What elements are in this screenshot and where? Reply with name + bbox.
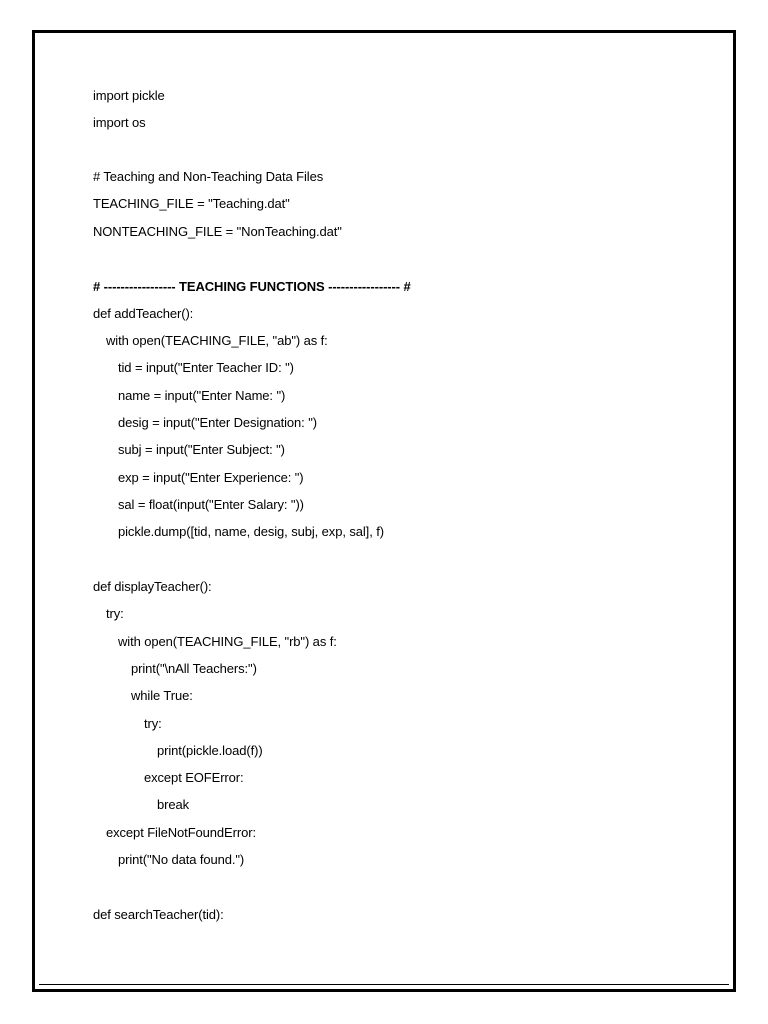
code-line-8-section-header: # ----------------- TEACHING FUNCTIONS ----------------- #	[93, 279, 411, 294]
code-line-16: sal = float(input("Enter Salary: "))	[118, 497, 304, 512]
code-line-29: print("No data found.")	[118, 852, 245, 867]
code-line-26: except EOFError:	[144, 770, 244, 785]
code-line-31: def searchTeacher(tid):	[93, 907, 224, 922]
code-line-5: TEACHING_FILE = "Teaching.dat"	[93, 196, 290, 211]
code-line-6: NONTEACHING_FILE = "NonTeaching.dat"	[93, 224, 342, 239]
code-line-27: break	[157, 797, 190, 812]
code-line-1: import pickle	[93, 88, 165, 103]
code-line-9: def addTeacher():	[93, 306, 194, 321]
code-line-2: import os	[93, 115, 146, 130]
code-line-14: subj = input("Enter Subject: ")	[118, 442, 285, 457]
code-line-12: name = input("Enter Name: ")	[118, 388, 286, 403]
code-line-10: with open(TEACHING_FILE, "ab") as f:	[106, 333, 328, 348]
code-line-11: tid = input("Enter Teacher ID: ")	[118, 360, 294, 375]
code-line-17: pickle.dump([tid, name, desig, subj, exp, sal], f)	[118, 524, 384, 539]
code-line-15: exp = input("Enter Experience: ")	[118, 470, 304, 485]
code-line-23: while True:	[131, 688, 193, 703]
code-line-25: print(pickle.load(f))	[157, 743, 263, 758]
code-line-20: try:	[106, 606, 124, 621]
code-line-24: try:	[144, 716, 162, 731]
code-line-19: def displayTeacher():	[93, 579, 212, 594]
code-line-21: with open(TEACHING_FILE, "rb") as f:	[118, 634, 337, 649]
code-line-13: desig = input("Enter Designation: ")	[118, 415, 317, 430]
code-line-22: print("\nAll Teachers:")	[131, 661, 257, 676]
code-line-28: except FileNotFoundError:	[106, 825, 256, 840]
code-line-4: # Teaching and Non-Teaching Data Files	[93, 169, 324, 184]
